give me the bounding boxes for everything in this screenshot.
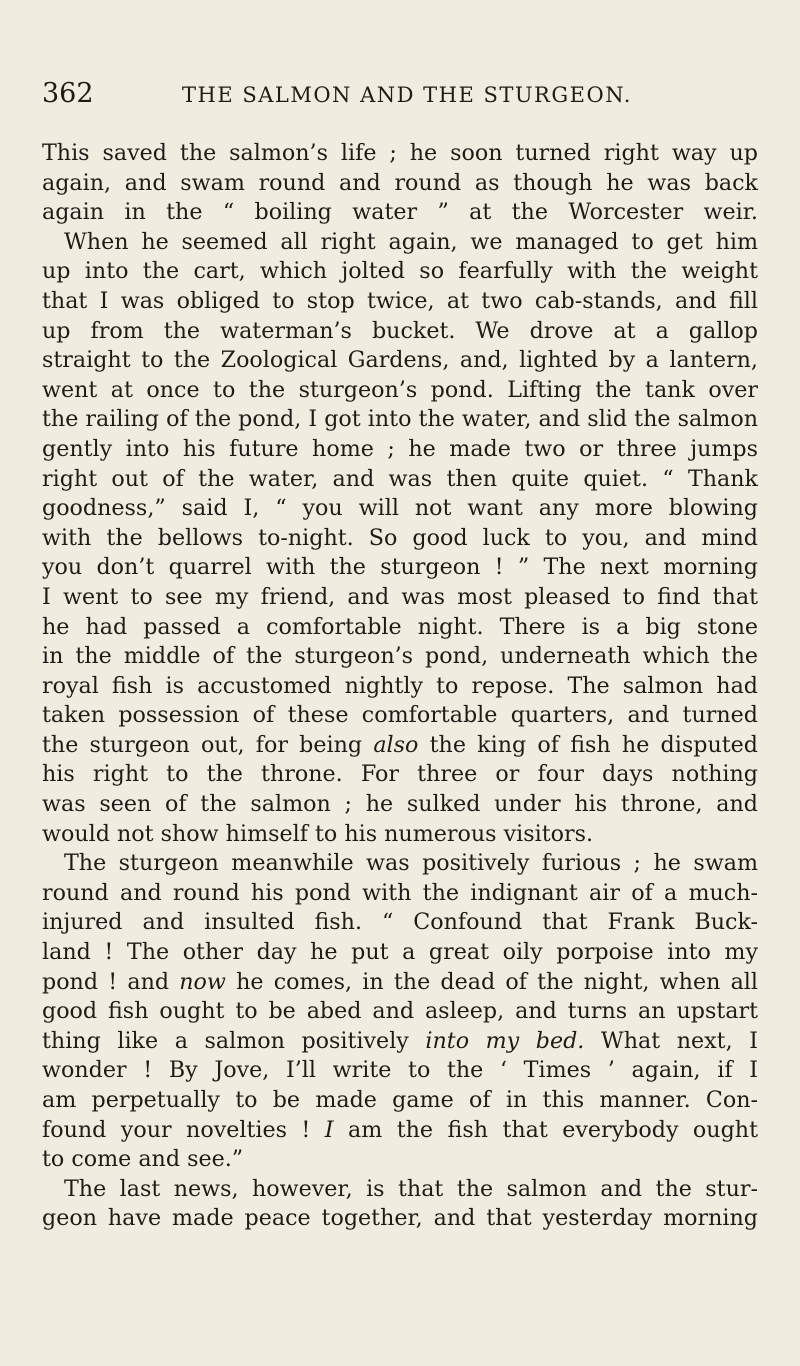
text-segment: am the fish that everybody ought [333,1116,758,1143]
italic-text: now [179,968,226,995]
text-line: goodness,” said I, “ you will not want any more blowing [42,495,758,522]
text-line: that I was obliged to stop twice, at two cab-stands, and fill [42,287,758,314]
text-line: in the middle of the sturgeon’s pond, underneath which the [42,643,758,670]
text-line: straight to the Zoological Gardens, and, lighted by a lantern, [42,347,758,374]
page-header [42,78,756,109]
body-text [42,139,758,1234]
text-line: gently into his future home ; he made two or three jumps [42,435,758,462]
text-line: land ! The other day he put a great oily porpoise into my [42,939,758,966]
text-segment: the sturgeon out, for being [42,731,374,758]
text-line: right out of the water, and was then quite quiet. “ Thank [42,465,758,492]
text-line: the railing of the pond, I got into the water, and slid the salmon [42,406,758,433]
italic-text: I [324,1116,334,1143]
text-line: to come and see.” [42,1146,244,1173]
text-line: taken possession of these comfortable quarters, and turned [42,702,758,729]
text-segment: thing like a salmon positively [42,1027,426,1054]
text-line: royal fish is accustomed nightly to repose. The salmon had [42,672,758,699]
text-line: round and round his pond with the indignant air of a much- [42,879,758,906]
text-line: would not show himself to his numerous visitors. [42,820,594,847]
text-line: again, and swam round and round as though he was back [42,169,758,196]
text-line: When he seemed all right again, we managed to get him [64,228,758,255]
text-line: his right to the throne. For three or four days nothing [42,761,758,788]
text-line: he had passed a comfortable night. There is a big stone [42,613,758,640]
page-number: 362 [42,78,94,109]
text-line: am perpetually to be made game of in this manner. Con- [42,1087,758,1113]
text-line: with the bellows to-night. So good luck to you, and mind [42,524,758,551]
text-line: went at once to the sturgeon’s pond. Lifting the tank over [42,376,758,403]
text-line: up from the waterman’s bucket. We drove at a gallop [42,317,758,344]
text-line: you don’t quarrel with the sturgeon ! ” The next morning [42,554,758,581]
text-line: wonder ! By Jove, I’ll write to the ‘ Times ’ again, if I [42,1057,758,1084]
text-line: good fish ought to be abed and asleep, and turns an upstart [42,998,758,1025]
text-line [42,1027,758,1057]
text-segment: found your novelties ! [42,1116,325,1143]
text-line: This saved the salmon’s life ; he soon turned right way up [42,140,758,166]
text-line: up into the cart, which jolted so fearfully with the weight [42,258,758,285]
text-line: The sturgeon meanwhile was positively furious ; he swam [64,850,758,877]
text-line: I went to see my friend, and was most pleased to find that [42,583,758,610]
text-segment: he comes, in the dead of the night, when all [225,968,758,995]
running-title: THE SALMON AND THE STURGEON. [182,83,632,107]
text-line [42,968,758,998]
italic-text: into my bed. [425,1027,585,1054]
text-line: The last news, however, is that the salmon and the stur- [64,1175,758,1202]
text-segment: the king of fish he disputed [418,731,758,758]
text-line: was seen of the salmon ; he sulked under his throne, and [42,791,758,818]
text-line: injured and insulted fish. “ Confound that Frank Buck- [42,909,758,936]
text-segment: What next, I [584,1027,758,1054]
text-line: geon have made peace together, and that yesterday morning [42,1205,758,1232]
italic-text: also [373,731,419,758]
text-segment: pond ! and [42,968,180,995]
text-line: again in the “ boiling water ” at the Worcester weir. [42,199,758,226]
text-line [42,1116,758,1146]
text-line [42,731,758,761]
